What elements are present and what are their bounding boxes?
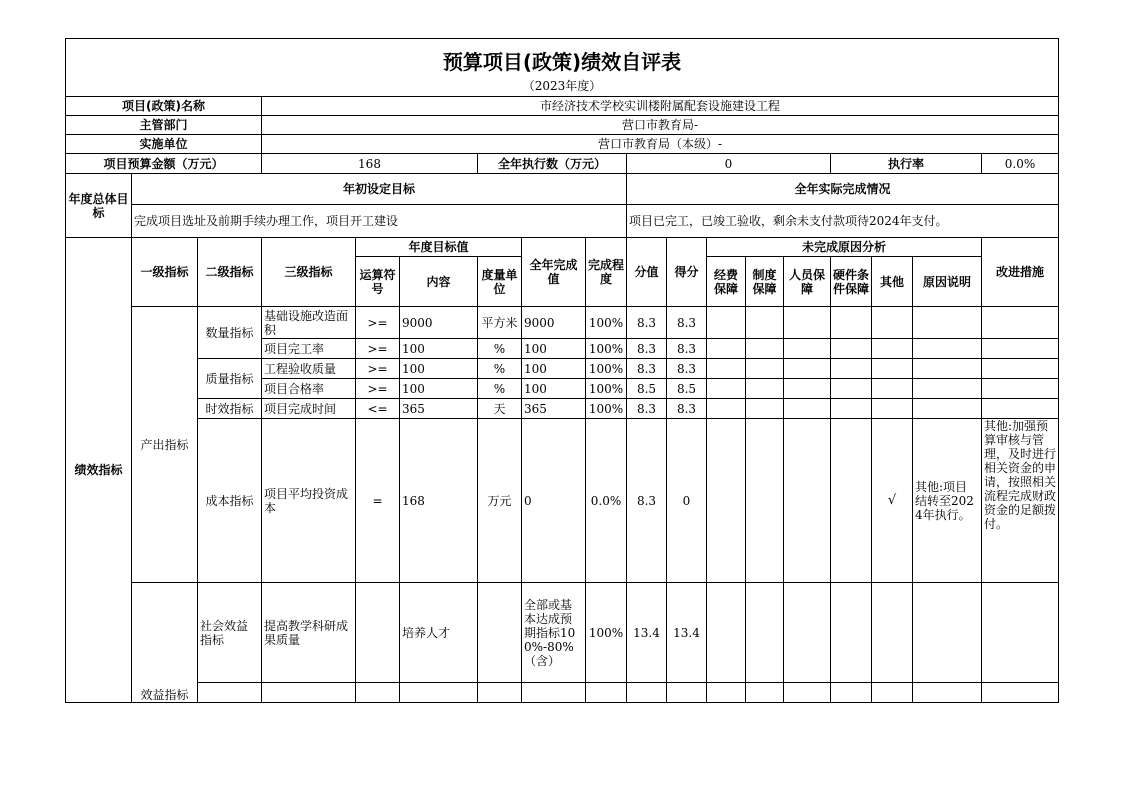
- indicators-label: 绩效指标: [66, 238, 132, 703]
- project-name-value: 市经济技术学校实训楼附属配套设施建设工程: [262, 97, 1059, 116]
- evaluation-table: [65, 38, 1059, 703]
- row-degree: 100%: [586, 399, 627, 419]
- row-degree: 100%: [586, 583, 627, 683]
- dept-value: 营口市教育局-: [262, 116, 1059, 135]
- group-output: 产出指标: [132, 307, 198, 583]
- row-completed: 全部或基本达成预期指标100%-80%（含）: [522, 583, 586, 683]
- table-row: [66, 359, 1059, 379]
- group-social: 社会效益指标: [198, 583, 262, 683]
- row-unit: 平方米: [478, 307, 522, 339]
- row-level3: 项目完工率: [262, 339, 356, 359]
- header-hardware: 硬件条件保障: [831, 257, 872, 307]
- annual-goal-label: 年度总体目标: [66, 174, 132, 238]
- group-cost: 成本指标: [198, 419, 262, 583]
- header-staff: 人员保障: [784, 257, 831, 307]
- actual-goal-text: 项目已完工，已竣工验收，剩余未支付款项待2024年支付。: [627, 205, 1059, 238]
- row-completed: 0: [522, 419, 586, 583]
- row-operator: >=: [356, 307, 400, 339]
- header-level3: 三级指标: [262, 238, 356, 307]
- table-row: [66, 683, 1059, 703]
- performance-evaluation-sheet: [65, 38, 1058, 702]
- row-level3: 基础设施改造面积: [262, 307, 356, 339]
- row-weight: 13.4: [627, 583, 667, 683]
- row-level3: 提高教学科研成果质量: [262, 583, 356, 683]
- row-content: 9000: [400, 307, 478, 339]
- header-completed: 全年完成值: [522, 238, 586, 307]
- unit-label: 实施单位: [66, 135, 262, 154]
- row-completed: 365: [522, 399, 586, 419]
- row-operator: >=: [356, 379, 400, 399]
- other-checkmark: √: [872, 419, 913, 583]
- row-content: 培养人才: [400, 583, 478, 683]
- header-measures: 改进措施: [982, 238, 1059, 307]
- project-name-label: 项目(政策)名称: [66, 97, 262, 116]
- budget-label: 项目预算金额（万元）: [66, 154, 262, 174]
- header-score: 得分: [667, 238, 707, 307]
- row-weight: 8.3: [627, 419, 667, 583]
- row-level3: 项目平均投资成本: [262, 419, 356, 583]
- row-score: 8.3: [667, 307, 707, 339]
- row-content: 100: [400, 379, 478, 399]
- group-timeliness: 时效指标: [198, 399, 262, 419]
- row-score: 8.3: [667, 399, 707, 419]
- row-unit: %: [478, 379, 522, 399]
- table-row: [66, 307, 1059, 339]
- row-operator: >=: [356, 339, 400, 359]
- row-degree: 0.0%: [586, 419, 627, 583]
- row-score: 13.4: [667, 583, 707, 683]
- group-quantity: 数量指标: [198, 307, 262, 359]
- row-weight: 8.3: [627, 307, 667, 339]
- row-operator: <=: [356, 399, 400, 419]
- initial-goal-header: 年初设定目标: [132, 174, 627, 205]
- row-completed: 100: [522, 339, 586, 359]
- header-explain: 原因说明: [913, 257, 982, 307]
- row-content: 168: [400, 419, 478, 583]
- row-completed: 9000: [522, 307, 586, 339]
- row-content: 100: [400, 339, 478, 359]
- dept-label: 主管部门: [66, 116, 262, 135]
- header-degree: 完成程度: [586, 238, 627, 307]
- header-content: 内容: [400, 257, 478, 307]
- row-operator: >=: [356, 359, 400, 379]
- rate-value: 0.0%: [982, 154, 1059, 174]
- group-benefit: 效益指标: [132, 583, 198, 703]
- unit-value: 营口市教育局（本级）-: [262, 135, 1059, 154]
- row-degree: 100%: [586, 307, 627, 339]
- actual-goal-header: 全年实际完成情况: [627, 174, 1059, 205]
- row-unit: 天: [478, 399, 522, 419]
- header-weight: 分值: [627, 238, 667, 307]
- row-weight: 8.3: [627, 339, 667, 359]
- table-row: [66, 583, 1059, 683]
- table-row: [66, 399, 1059, 419]
- row-weight: 8.3: [627, 359, 667, 379]
- row-score: 8.3: [667, 339, 707, 359]
- row-unit: [478, 583, 522, 683]
- row-unit: %: [478, 359, 522, 379]
- table-row: [66, 419, 1059, 583]
- header-system: 制度保障: [746, 257, 784, 307]
- row-content: 100: [400, 359, 478, 379]
- row-content: 365: [400, 399, 478, 419]
- executed-label: 全年执行数（万元）: [478, 154, 627, 174]
- row-measures: 其他:加强预算审核与管理，及时进行相关资金的申请，按照相关流程完成财政资金的足额拨付。: [982, 419, 1059, 583]
- header-level2: 二级指标: [198, 238, 262, 307]
- row-completed: 100: [522, 379, 586, 399]
- row-operator: =: [356, 419, 400, 583]
- page-title: 预算项目(政策)绩效自评表: [66, 39, 1059, 77]
- header-unit: 度量单位: [478, 257, 522, 307]
- header-level1: 一级指标: [132, 238, 198, 307]
- row-operator: [356, 583, 400, 683]
- group-quality: 质量指标: [198, 359, 262, 399]
- row-explain: 其他:项目结转至2024年执行。: [913, 419, 982, 583]
- header-annual-target: 年度目标值: [356, 238, 522, 257]
- row-unit: 万元: [478, 419, 522, 583]
- header-funding: 经费保障: [707, 257, 746, 307]
- header-other: 其他: [872, 257, 913, 307]
- row-level3: 项目完成时间: [262, 399, 356, 419]
- executed-value: 0: [627, 154, 831, 174]
- row-weight: 8.5: [627, 379, 667, 399]
- header-reasons: 未完成原因分析: [707, 238, 982, 257]
- row-level3: 工程验收质量: [262, 359, 356, 379]
- row-degree: 100%: [586, 359, 627, 379]
- header-operator: 运算符号: [356, 257, 400, 307]
- row-score: 0: [667, 419, 707, 583]
- row-unit: %: [478, 339, 522, 359]
- report-year: （2023年度）: [66, 77, 1059, 97]
- row-weight: 8.3: [627, 399, 667, 419]
- row-score: 8.5: [667, 379, 707, 399]
- row-score: 8.3: [667, 359, 707, 379]
- row-completed: 100: [522, 359, 586, 379]
- row-degree: 100%: [586, 339, 627, 359]
- initial-goal-text: 完成项目选址及前期手续办理工作，项目开工建设: [132, 205, 627, 238]
- rate-label: 执行率: [831, 154, 982, 174]
- budget-value: 168: [262, 154, 478, 174]
- row-level3: 项目合格率: [262, 379, 356, 399]
- row-degree: 100%: [586, 379, 627, 399]
